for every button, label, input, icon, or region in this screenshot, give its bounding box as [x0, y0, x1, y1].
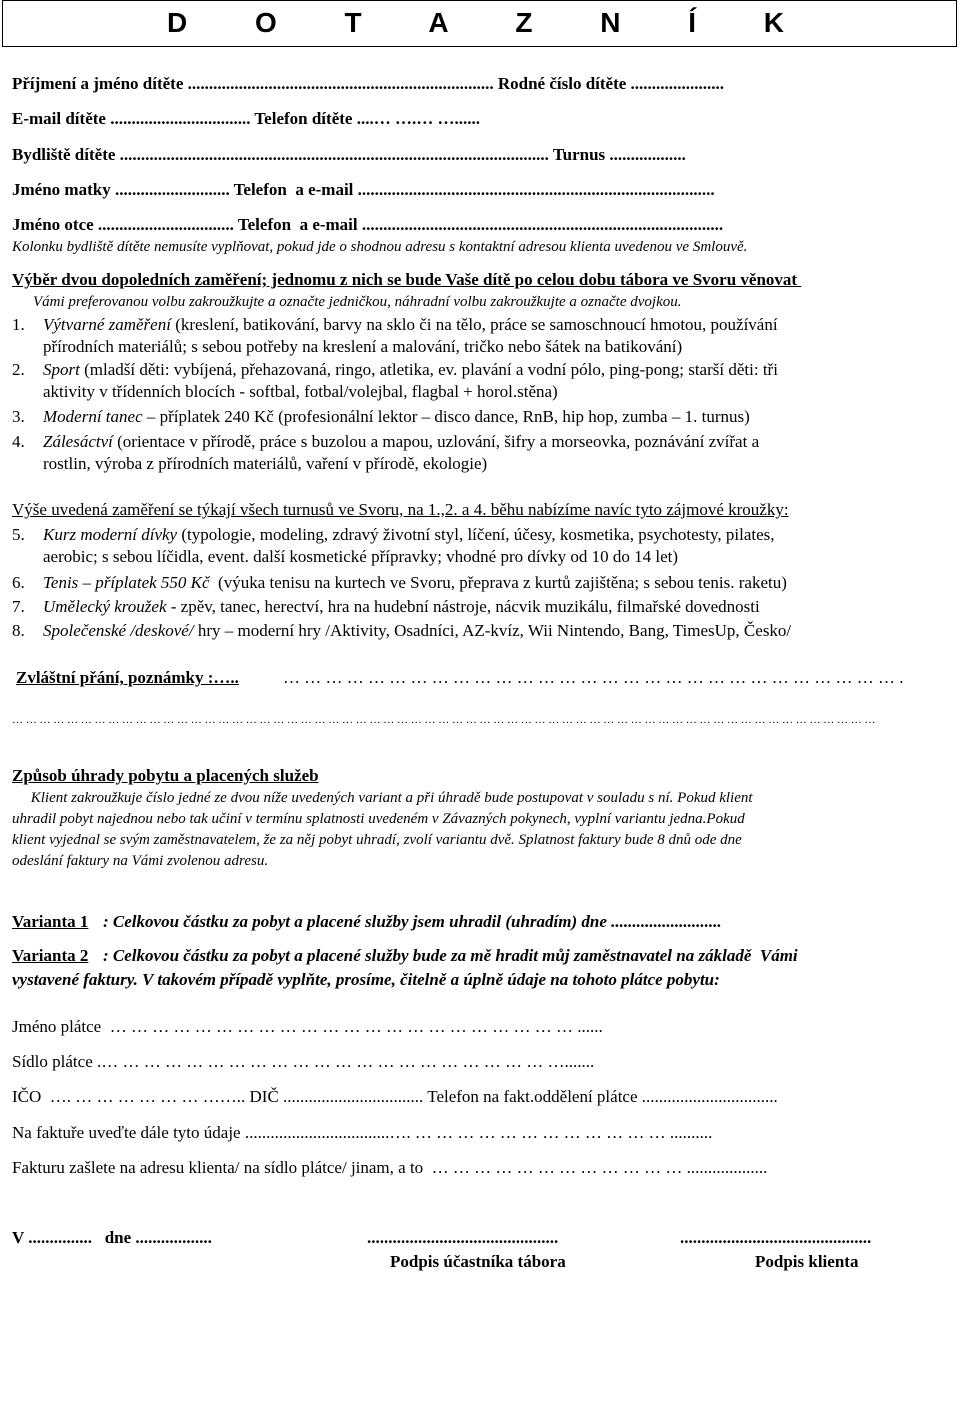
focus-item-text-line2: aktivity v třídenních blocích - softbal, fotbal/volejbal, flagbal + horol.stěna)	[43, 382, 558, 401]
club-item-text	[43, 596, 760, 617]
place-date-field[interactable]: V ............... dne ..................	[12, 1228, 212, 1247]
focus-instruction: Vámi preferovanou volbu zakroužkujte a označte jedničkou, náhradní volbu zakroužkujte a označte dvojkou.	[33, 294, 682, 310]
club-item-lead: Kurz moderní dívky	[43, 525, 178, 544]
focus-heading: Výběr dvou dopoledních zaměření; jednomu z nich se bude Vaše dítě po celou dobu tábora ve Svoru věnovat	[12, 270, 802, 289]
club-item-text	[43, 620, 791, 641]
father-field[interactable]: Jméno otce ................................ Telefon a e-mail .....................................................................................	[12, 215, 724, 234]
payment-paragraph-line: uhradil pobyt najednou nebo tak učiní v termínu splatnosti uvedeném v Závazných pokynech, vyplní variantu jedna.Pokud	[12, 811, 745, 827]
club-item-number[interactable]: 7.	[12, 597, 25, 616]
variant1-text[interactable]: : Celkovou částku za pobyt a placené služby jsem uhradil (uhradím) dne ..........................	[103, 912, 722, 931]
focus-item-text	[43, 431, 759, 452]
club-item-number[interactable]: 8.	[12, 621, 25, 640]
focus-item-text	[43, 314, 778, 335]
signature-line-client[interactable]: .............................................	[680, 1228, 872, 1247]
club-item-description: (výuka tenisu na kurtech ve Svoru, přeprava z kurtů zajištěna; s sebou tenis. raketu)	[209, 573, 787, 592]
signature-line-participant[interactable]: .............................................	[367, 1228, 559, 1247]
payer-ico-field[interactable]: IČO …. … … … … … … …….. DIČ ................................. Telefon na fakt.oddělení plátce ................................	[12, 1087, 778, 1106]
focus-item-text	[43, 406, 750, 427]
payment-heading: Způsob úhrady pobytu a placených služeb	[12, 766, 319, 785]
child-address-field[interactable]: Bydliště dítěte ..................................................................................................... Turnus ..................	[12, 145, 686, 164]
focus-item-lead: Moderní tanec	[43, 407, 143, 426]
focus-item-description: (kreslení, batikování, barvy na sklo či na tělo, práce se samoschnoucí hmotou, používání	[170, 315, 778, 334]
variant2-label: Varianta 2	[12, 946, 89, 965]
focus-item-text-line2: přírodních materiálů; s sebou potřeby na kreslení a malování, tričko nebo šátek na batikování)	[43, 337, 683, 356]
focus-item-lead: Výtvarné zaměření	[43, 315, 171, 334]
focus-item-text-line2: rostlin, výroba z přírodních materiálů, vaření v přírodě, ekologie)	[43, 454, 488, 473]
address-note: Kolonku bydliště dítěte nemusíte vyplňovat, pokud jde o shodnou adresu s kontaktní adresou klienta uvedenou ve Smlouvě.	[12, 239, 748, 255]
focus-item-number[interactable]: 4.	[12, 432, 25, 451]
variant2-text[interactable]: : Celkovou částku za pobyt a placené služby bude za mě hradit můj zaměstnavatel na základě Vámi	[103, 946, 798, 965]
wishes-dots[interactable]: … … … … … … … … … … … … … … … … … … … … … … … … … … … … … .	[283, 668, 904, 687]
wishes-dots-line2[interactable]: … … … … … … … … … … … … … … … … … … … … … … … … … … … … … … … … … … … … … … … … … … … … … … … … … … … … … … … … … … … … … … …	[12, 714, 876, 726]
club-item-lead: Tenis – příplatek 550 Kč	[43, 573, 210, 592]
club-item-description: hry – moderní hry /Aktivity, Osadníci, AZ-kvíz, Wii Nintendo, Bang, TimesUp, Česko/	[193, 621, 792, 640]
page-title: D O T A Z N Í K	[166, 7, 815, 38]
focus-item-number[interactable]: 3.	[12, 407, 25, 426]
focus-item-description: (orientace v přírodě, práce s buzolou a mapou, uzlování, šifry a morseovka, poznávání zvířat a	[112, 432, 760, 451]
variant2-line2: vystavené faktury. V takovém případě vyplňte, prosíme, čitelně a úplně údaje na tohoto plátce pobytu:	[12, 970, 720, 989]
club-item-text	[43, 572, 787, 593]
club-item-description: (typologie, modeling, zdravý životní styl, líčení, účesy, kosmetika, psychotesty, pilates,	[177, 525, 775, 544]
payment-paragraph-line: odeslání faktury na Vámi zvolenou adresu.	[12, 853, 269, 869]
club-item-lead: Umělecký kroužek	[43, 597, 167, 616]
clubs-heading: Výše uvedená zaměření se týkají všech turnusů ve Svoru, na 1.,2. a 4. běhu nabízíme navíc tyto zájmové kroužky:	[12, 500, 789, 519]
focus-item-text	[43, 359, 778, 380]
mother-field[interactable]: Jméno matky ........................... Telefon a e-mail ....................................................................................	[12, 180, 715, 199]
focus-item-number[interactable]: 2.	[12, 360, 25, 379]
focus-item-description: – příplatek 240 Kč (profesionální lektor – disco dance, RnB, hip hop, zumba – 1. turnus)	[142, 407, 750, 426]
wishes-label: Zvláštní přání, poznámky :…..	[16, 668, 239, 687]
title-box	[2, 0, 957, 47]
payer-seat-field[interactable]: Sídlo plátce .… … … … … … … … … … … … … … … … … … … … … ….......	[12, 1052, 595, 1071]
payment-paragraph-line: klient vyjednal se svým zaměstnavatelem, že za něj pobyt uhradí, zvolí variantu dvě. Splatnost faktury bude 8 dnů ode dne	[12, 832, 742, 848]
variant1-label: Varianta 1	[12, 912, 89, 931]
club-item-text-line2: aerobic; s sebou líčidla, event. další kosmetické přípravky; vhodné pro dívky od 10 do 14 let)	[43, 547, 678, 566]
club-item-lead: Společenské /deskové/	[43, 621, 194, 640]
invoice-note-field[interactable]: Na faktuře uveďte dále tyto údaje ..................................…. … … … … … … … … … … … … ..........	[12, 1123, 713, 1142]
payer-name-field[interactable]: Jméno plátce … … … … … … … … … … … … … … … … … … … … … … ......	[12, 1017, 603, 1036]
signature-label-client: Podpis klienta	[755, 1252, 859, 1271]
club-item-text	[43, 524, 775, 545]
signature-label-participant: Podpis účastníka tábora	[390, 1252, 566, 1271]
child-email-field[interactable]: E-mail dítěte ................................. Telefon dítěte ....… ….… …......	[12, 109, 480, 128]
focus-item-lead: Zálesáctví	[43, 432, 113, 451]
payment-paragraph-line: Klient zakroužkuje číslo jedné ze dvou níže uvedených variant a při úhradě bude postupovat v souladu s ní. Pokud klient	[12, 790, 753, 806]
focus-item-description: (mladší děti: vybíjená, přehazovaná, ringo, atletika, ev. plavání a vodní pólo, ping-pong; starší děti: tři	[79, 360, 778, 379]
focus-item-lead: Sport	[43, 360, 80, 379]
club-item-number[interactable]: 5.	[12, 525, 25, 544]
club-item-number[interactable]: 6.	[12, 573, 25, 592]
child-name-field[interactable]: Příjmení a jméno dítěte ........................................................................ Rodné číslo dítěte ......................	[12, 74, 725, 93]
club-item-description: - zpěv, tanec, herectví, hra na hudební nástroje, nácvik muzikálu, filmařské dovednosti	[166, 597, 760, 616]
focus-item-number[interactable]: 1.	[12, 315, 25, 334]
invoice-address-field[interactable]: Fakturu zašlete na adresu klienta/ na sídlo plátce/ jinam, a to … … … … … … … … … … … … ...................	[12, 1158, 768, 1177]
